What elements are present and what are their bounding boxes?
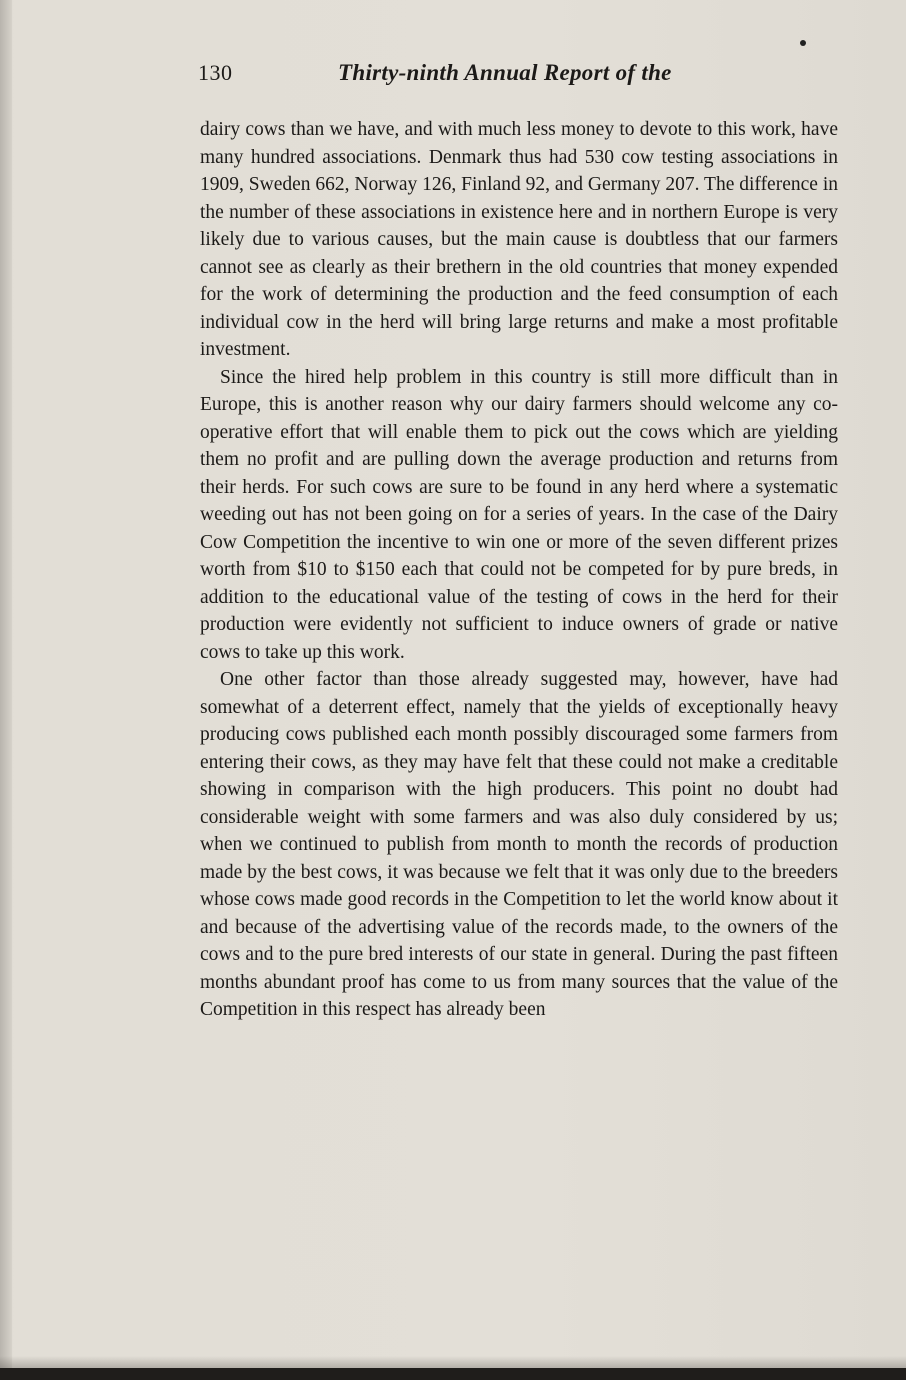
page-number: 130	[198, 60, 233, 85]
page-header	[198, 60, 838, 92]
paragraph-1: dairy cows than we have, and with much less money to devote to this work, have many hundred associations. Denmark thus had 530 cow testing associations in 1909, Sweden 662, Norway 126, Finland 92, and Germany 207. The difference in the number of these associations in existence here and in northern Europe is very likely due to various causes, but the main cause is doubtless that our farmers cannot see as clearly as their brethern in the old countries that money expended for the work of determining the production and the feed consumption of each individual cow in the herd will bring large returns and make a most profitable investment.	[200, 119, 838, 360]
ink-speck	[800, 40, 806, 46]
body-text	[200, 116, 838, 1024]
paragraph-3: One other factor than those already suggested may, however, have had somewhat of a deterrent effect, namely that the yields of exceptionally heavy producing cows published each month possibly discouraged some farmers from entering their cows, as they may have felt that these could not make a creditable showing in comparison with the high producers. This point no doubt had considerable weight with some farmers and was also duly considered by us; when we continued to publish from month to month the records of production made by the best cows, it was because we felt that it was only due to the breeders whose cows made good records in the Competition to let the world know about it and because of the advertising value of the records made, to the owners of the cows and to the pure bred interests of our state in general. During the past fifteen months abundant proof has come to us from many sources that the value of the Competition in this respect has already been	[200, 669, 838, 1020]
page-bottom-shadow	[0, 1356, 906, 1368]
running-title: Thirty-ninth Annual Report of the	[338, 60, 672, 85]
book-gutter	[0, 0, 12, 1380]
paragraph-2: Since the hired help problem in this country is still more difficult than in Europe, this is another reason why our dairy farmers should welcome any co-operative effort that will enable them to pick out the cows which are yielding them no profit and are pulling down the average production and returns from their herds. For such cows are sure to be found in any herd where a systematic weeding out has not been going on for a series of years. In the case of the Dairy Cow Competition the incentive to win one or more of the seven different prizes worth from $10 to $150 each that could not be competed for by pure breds, in addition to the educational value of the testing of cows in the herd for their production were evidently not sufficient to induce owners of grade or native cows to take up this work.	[200, 366, 838, 663]
page-bottom-edge	[0, 1368, 906, 1380]
